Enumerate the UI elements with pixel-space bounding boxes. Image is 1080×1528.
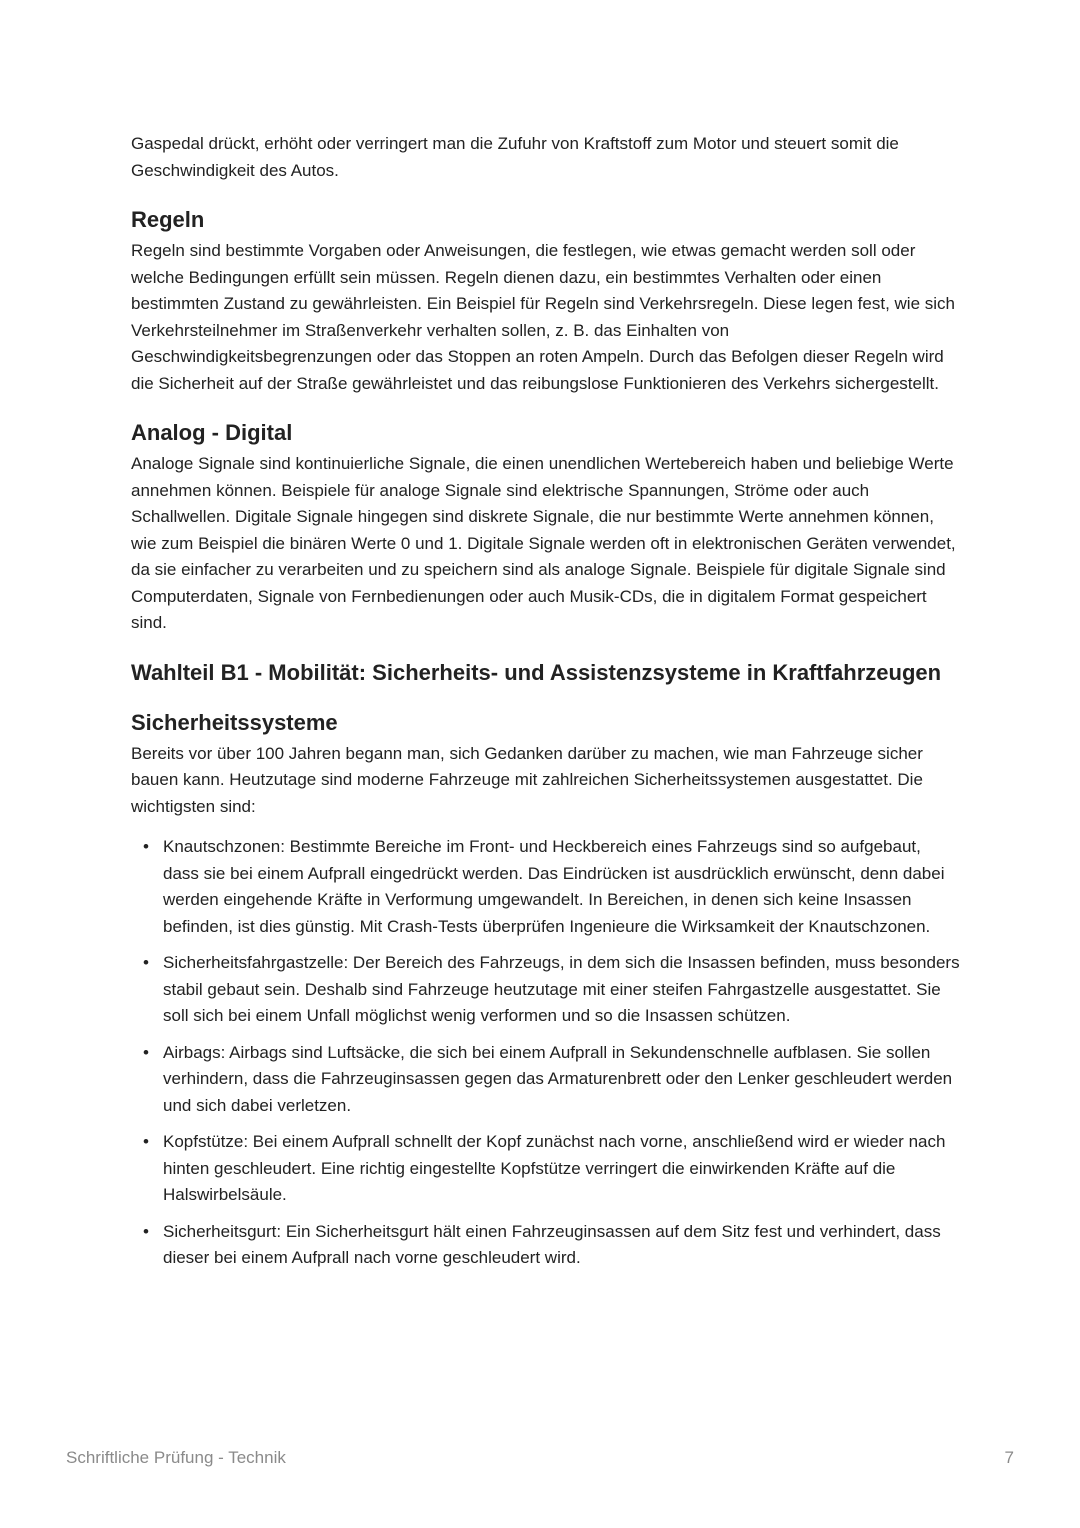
bullet-icon: • — [143, 1042, 149, 1062]
bullet-icon: • — [143, 1221, 149, 1241]
bullet-icon: • — [143, 837, 149, 856]
chapter-title: Wahlteil B1 - Mobilität: Sicherheits- und Assistenzsysteme in Kraftfahrzeugen — [131, 659, 942, 685]
section-title-sicherheitssysteme: Sicherheitssysteme — [131, 709, 338, 735]
section-intro-sicherheitssysteme: Bereits vor über 100 Jahren begann man, sich Gedanken darüber zu machen, wie man Fahrzeuge sicher bauen kann. Heutzutage sind moderne Fahrzeuge mit zahlreichen Sicherheitssystemen ausgestattet. Die wichtigsten sind: — [131, 743, 923, 816]
list-item — [143, 950, 961, 1030]
list-item — [143, 1219, 961, 1272]
list-item-text: Airbags: Airbags sind Luftsäcke, die sich bei einem Aufprall in Sekundenschnelle aufblasen. Sie sollen verhindern, dass die Fahrzeuginsassen gegen das Armaturenbrett oder den Lenker geschleudert werden und sich dabei verletzen. — [163, 1042, 953, 1115]
intro-paragraph: Gaspedal drückt, erhöht oder verringert man die Zufuhr von Kraftstoff zum Motor und steuert somit die Geschwindigkeit des Autos. — [131, 134, 899, 180]
list-item-text: Knautschzonen: Bestimmte Bereiche im Front- und Heckbereich eines Fahrzeugs sind so aufgebaut, dass sie bei einem Aufprall eingedrückt werden. Das Eindrücken ist ausdrücklich erwünscht, denn dabei werden eingehende Kräfte in Verformung umgewandelt. In Bereichen, in denen sich keine Insassen befinden, ist dies günstig. Mit Crash-Tests überprüfen Ingenieure die Wirksamkeit der Knautschzonen. — [163, 837, 945, 936]
bullet-icon: • — [143, 953, 149, 972]
section-body-analog-digital: Analoge Signale sind kontinuierliche Signale, die einen unendlichen Wertebereich haben und beliebige Werte annehmen können. Beispiele für analoge Signale sind elektrische Spannungen, Ströme oder auch Schallwellen. Digitale Signale hingegen sind diskrete Signale, die nur bestimmte Werte annehmen können, wie zum Beispiel die binären Werte 0 und 1. Digitale Signale werden oft in elektronischen Geräten verwendet, da sie einfacher zu verarbeiten und zu speichern sind als analoge Signale. Beispiele für digitale Signale sind Computerdaten, Signale von Fernbedienungen oder auch Musik-CDs, die in digitalem Format gespeichert sind. — [131, 454, 956, 632]
list-item-text: Sicherheitsfahrgastzelle: Der Bereich des Fahrzeugs, in dem sich die Insassen befinden, muss besonders stabil gebaut sein. Deshalb sind Fahrzeuge heutzutage mit einer steifen Fahrgastzelle ausgestattet. Sie soll sich bei einem Unfall möglichst wenig verformen und so die Insassen schützen. — [163, 953, 960, 1025]
list-item-text: Sicherheitsgurt: Ein Sicherheitsgurt hält einen Fahrzeuginsassen auf dem Sitz fest und verhindert, dass dieser bei einem Aufprall nach vorne geschleudert wird. — [163, 1221, 941, 1267]
page-content — [131, 131, 961, 1282]
list-item — [143, 1040, 961, 1120]
section-title-analog-digital: Analog - Digital — [131, 420, 293, 445]
list-item-text: Kopfstütze: Bei einem Aufprall schnellt der Kopf zunächst nach vorne, anschließend wird er wieder nach hinten geschleudert. Eine richtig eingestellte Kopfstütze verringert die einwirkenden Kräfte auf die Halswirbelsäule. — [163, 1132, 946, 1204]
list-item — [143, 834, 961, 940]
safety-systems-list — [131, 834, 961, 1272]
list-item — [143, 1129, 961, 1209]
section-title-regeln: Regeln — [131, 207, 205, 232]
footer-title: Schriftliche Prüfung - Technik — [66, 1448, 286, 1467]
section-body-regeln: Regeln sind bestimmte Vorgaben oder Anweisungen, die festlegen, wie etwas gemacht werden soll oder welche Bedingungen erfüllt sein müssen. Regeln dienen dazu, ein bestimmtes Verhalten oder einen bestimmten Zustand zu gewährleisten. Ein Beispiel für Regeln sind Verkehrsregeln. Diese legen fest, wie sich Verkehrsteilnehmer im Straßenverkehr verhalten sollen, z. B. das Einhalten von Geschwindigkeitsbegrenzungen oder das Stoppen an roten Ampeln. Durch das Befolgen dieser Regeln wird die Sicherheit auf der Straße gewährleistet und das reibungslose Funktionieren des Verkehrs sichergestellt. — [131, 241, 955, 393]
page-number: 7 — [1004, 1448, 1014, 1467]
bullet-icon: • — [143, 1132, 149, 1151]
